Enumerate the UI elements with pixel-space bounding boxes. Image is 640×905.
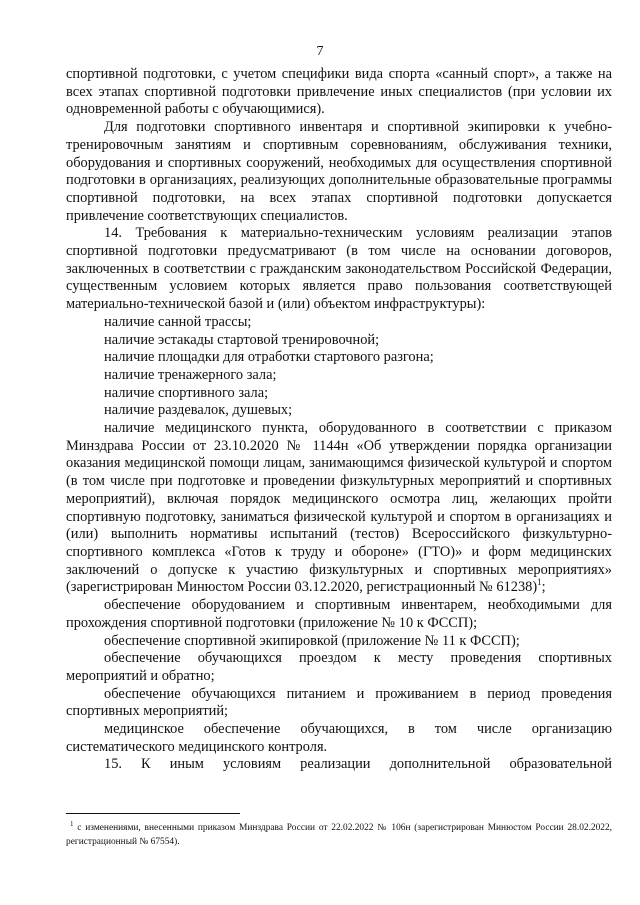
list-item: обеспечение обучающихся проездом к месту проведения спортивных мероприятий и обратно; [66,650,612,684]
list-item: обеспечение спортивной экипировкой (приложение № 11 к ФССП); [104,632,520,649]
list-item: обеспечение оборудованием и спортивным инвентарем, необходимыми для прохождения спортивной подготовки (приложение № 10 к ФССП); [66,597,612,631]
list-item: наличие спортивного зала; [104,384,269,401]
footnote [66,819,613,849]
paragraph-equipment-specialists: Для подготовки спортивного инвентаря и спортивной экипировки к учебно-тренировочным занятиям и спортивным соревнованиям, обслуживания техники, оборудования и спортивных сооружений, необходимых для осуществления спортивной подготовки в организациях, реализующих дополнительные образовательные программы спортивной подготовки, на всех этапах спортивной подготовки допускается привлечение соответствующих специалистов. [66,119,612,224]
list-item: наличие площадки для отработки стартового разгона; [104,349,434,366]
list-item: обеспечение обучающихся питанием и проживанием в период проведения спортивных мероприятий; [66,685,612,720]
list-item: наличие санной трассы; [104,313,252,330]
list-item: наличие тренажерного зала; [104,366,277,383]
page-number: 7 [316,44,324,59]
paragraph-item-15: 15. К иным условиям реализации дополнительной образовательной [104,756,612,773]
footnote-reference: 1 [537,577,542,588]
footnote-reference-tail: ; [541,579,546,596]
list-item: медицинское обеспечение обучающихся, в том числе организацию систематического медицинского контроля. [66,721,612,755]
list-item: наличие раздевалок, душевых; [104,402,293,419]
paragraph-item-14: 14. Требования к материально-техническим условиям реализации этапов спортивной подготовки предусматривают (в том числе на основании договоров, заключенных в соответствии с гражданским законодательством Российской Федерации, существенным условием которых является право пользования соответствующей материально-технической базой и (или) объектом инфраструктуры): [66,225,612,313]
paragraph-continuation: спортивной подготовки, с учетом специфики вида спорта «санный спорт», а также на всех этапах спортивной подготовки привлечение иных специалистов (при условии их одновременной работы с обучающимися). [66,66,612,118]
list-item-medical-point [66,420,612,597]
footnote-text: с изменениями, внесенными приказом Минздрава России от 22.02.2022 № 106н (зарегистрирован Минюстом России 28.02.2022, регистрационный № 67554). [66,823,613,847]
footnote-divider [66,813,240,814]
footnote-marker: 1 [70,819,74,828]
document-body [66,66,612,774]
list-item: наличие эстакады стартовой тренировочной; [104,331,380,348]
medical-point-text: наличие медицинского пункта, оборудованного в соответствии с приказом Минздрава России от 23.10.2020 № 1144н «Об утверждении порядка организации оказания медицинской помощи лицам, занимающимся физической культурой и спортом (в том числе при подготовке и проведении физкультурных мероприятий и спортивных мероприятий), включая порядок медицинского осмотра лиц, желающих пройти спортивную подготовку, заниматься физической культурой и спортом в организациях и (или) выполнить нормативы испытаний (тестов) Всероссийского физкультурно-спортивного комплекса «Готов к труду и обороне» (ГТО)» и форм медицинских заключений о допуске к участию физкультурных и спортивных мероприятиях» (зарегистрирован Минюстом России 03.12.2020, регистрационный № 61238) [66,420,612,596]
